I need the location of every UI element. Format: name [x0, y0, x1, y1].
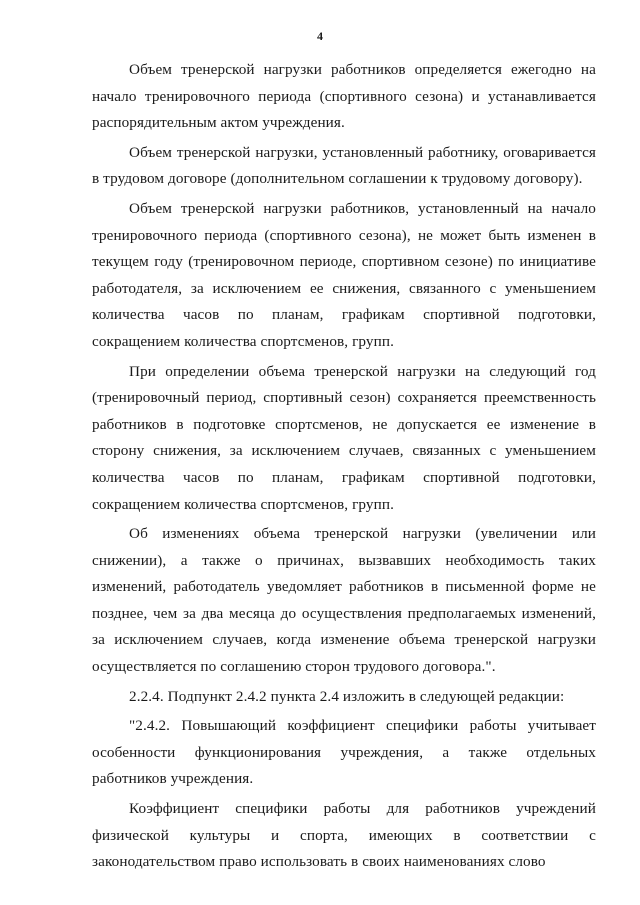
paragraph-workload-unchangeable: Объем тренерской нагрузки работников, установленный на начало тренировочного периода (спортивного сезона), не может быть изменен в текущем году (тренировочном периоде, спортивном сезоне) по инициативе работодателя, за исключением ее снижения, связанного с уменьшением количества часов по планам, графикам спортивной подготовки, сокращением количества спортсменов, групп.	[92, 199, 596, 350]
paragraph-workload-contract: Объем тренерской нагрузки, установленный работнику, оговаривается в трудовом договоре (дополнительном соглашении к трудовому договору).	[92, 143, 596, 188]
paragraph-workload-annual: Объем тренерской нагрузки работников определяется ежегодно на начало тренировочного периода (спортивного сезона) и устанавливается распорядительным актом учреждения.	[92, 61, 596, 132]
document-body	[92, 57, 596, 879]
paragraph-amendment-2-2-4: 2.2.4. Подпункт 2.4.2 пункта 2.4 изложить в следующей редакции:	[129, 687, 565, 705]
paragraph-workload-next-year: При определении объема тренерской нагрузки на следующий год (тренировочный период, спортивный сезон) сохраняется преемственность работников в подготовке спортсменов, не допускается ее изменение в сторону снижения, за исключением случаев, связанных с уменьшением количества часов по планам, графикам спортивной подготовки, сокращением количества спортсменов, групп.	[92, 362, 596, 513]
paragraph-specificity-coefficient: Коэффициент специфики работы для работников учреждений физической культуры и спорта, имеющих в соответствии с законодательством право использовать в своих наименованиях слово	[92, 800, 596, 871]
paragraph-clause-2-4-2: "2.4.2. Повышающий коэффициент специфики работы учитывает особенности функционирования учреждения, а также отдельных работников учреждения.	[92, 717, 596, 788]
page-number: 4	[317, 29, 323, 43]
paragraph-workload-changes-notice: Об изменениях объема тренерской нагрузки (увеличении или снижении), а также о причинах, вызвавших необходимость таких изменений, работодатель уведомляет работников в письменной форме не позднее, чем за два месяца до осуществления предполагаемых изменений, за исключением случаев, когда изменение объема тренерской нагрузки осуществляется по соглашению сторон трудового договора.".	[92, 525, 596, 676]
